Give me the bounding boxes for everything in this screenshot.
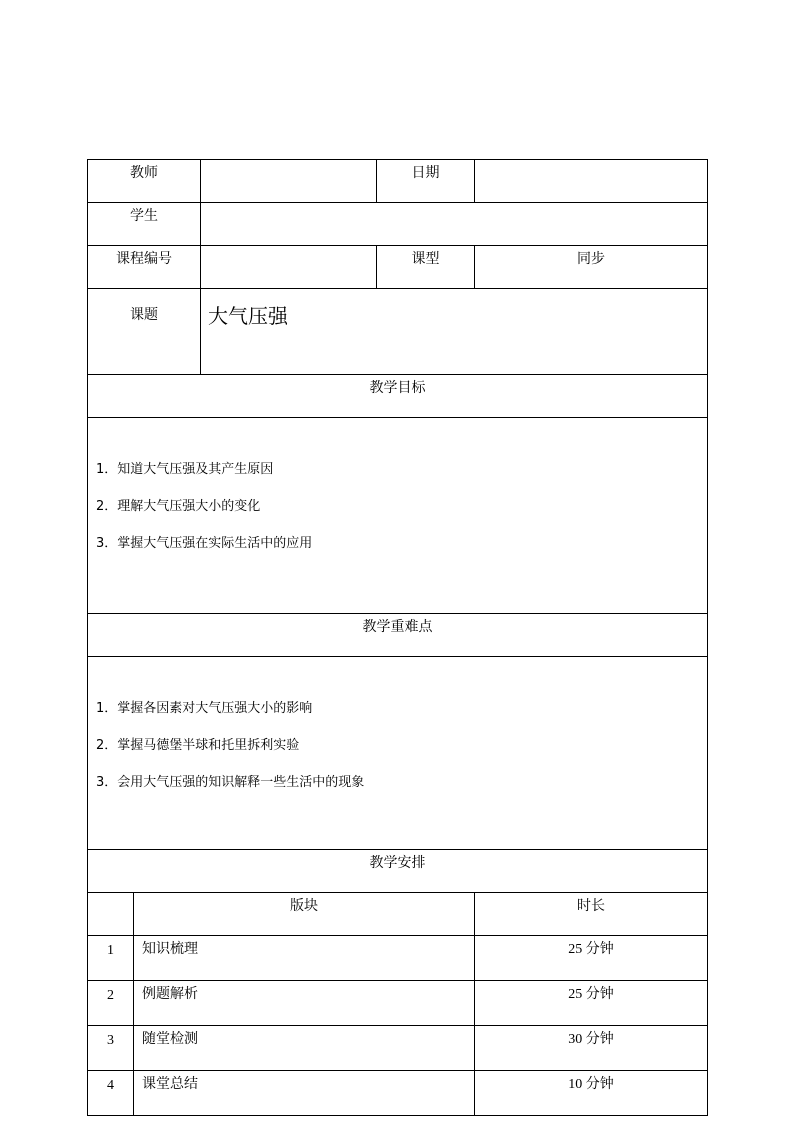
objective-item: 1．知道大气压强及其产生原因 xyxy=(96,462,274,477)
schedule-duration xyxy=(475,936,708,981)
teacher-value xyxy=(201,160,377,203)
schedule-module: 例题解析 xyxy=(134,981,475,1026)
objectives-body-row xyxy=(88,418,708,614)
course-no-label: 课程编号 xyxy=(88,246,201,289)
schedule-row xyxy=(88,1071,708,1116)
schedule-index: 4 xyxy=(88,1071,134,1116)
objectives-header-row xyxy=(88,375,708,418)
teacher-row xyxy=(88,160,708,203)
duration-unit: 分钟 xyxy=(585,941,614,957)
objective-item: 2．理解大气压强大小的变化 xyxy=(96,499,261,514)
date-value xyxy=(475,160,708,203)
schedule-duration-header: 时长 xyxy=(475,893,708,936)
duration-unit: 分钟 xyxy=(585,1031,614,1047)
objectives-list-cell xyxy=(88,418,708,614)
key-points-list-cell xyxy=(88,657,708,850)
key-points-header-row xyxy=(88,614,708,657)
schedule-title: 教学安排 xyxy=(88,850,708,893)
objectives-list xyxy=(96,418,707,574)
course-no-value xyxy=(201,246,377,289)
schedule-duration xyxy=(475,1026,708,1071)
objectives-title: 教学目标 xyxy=(88,375,708,418)
schedule-row xyxy=(88,1026,708,1071)
schedule-index: 1 xyxy=(88,936,134,981)
key-points-list xyxy=(96,657,707,813)
student-label: 学生 xyxy=(88,203,201,246)
schedule-duration xyxy=(475,981,708,1026)
key-points-title: 教学重难点 xyxy=(88,614,708,657)
duration-minutes: 10 xyxy=(568,1077,583,1092)
schedule-module-header: 版块 xyxy=(134,893,475,936)
key-points-body-row xyxy=(88,657,708,850)
class-type-value: 同步 xyxy=(475,246,708,289)
schedule-module: 课堂总结 xyxy=(134,1071,475,1116)
duration-minutes: 25 xyxy=(568,942,583,957)
student-row xyxy=(88,203,708,246)
list-spacer xyxy=(96,418,707,463)
schedule-row xyxy=(88,936,708,981)
lesson-plan-table xyxy=(87,159,708,1116)
topic-value: 大气压强 xyxy=(201,289,708,375)
topic-label: 课题 xyxy=(88,289,201,375)
key-point-item: 1．掌握各因素对大气压强大小的影响 xyxy=(96,701,313,716)
teacher-label: 教师 xyxy=(88,160,201,203)
duration-minutes: 30 xyxy=(568,1032,583,1047)
schedule-index: 3 xyxy=(88,1026,134,1071)
key-point-item: 3．会用大气压强的知识解释一些生活中的现象 xyxy=(96,775,365,790)
objective-item: 3．掌握大气压强在实际生活中的应用 xyxy=(96,536,313,551)
student-value xyxy=(201,203,708,246)
schedule-duration xyxy=(475,1071,708,1116)
duration-unit: 分钟 xyxy=(585,986,614,1002)
key-point-item: 2．掌握马德堡半球和托里拆利实验 xyxy=(96,738,300,753)
duration-minutes: 25 xyxy=(568,987,583,1002)
duration-unit: 分钟 xyxy=(585,1076,614,1092)
course-row xyxy=(88,246,708,289)
schedule-module: 随堂检测 xyxy=(134,1026,475,1071)
schedule-index: 2 xyxy=(88,981,134,1026)
schedule-row xyxy=(88,981,708,1026)
list-spacer xyxy=(96,657,707,702)
topic-row xyxy=(88,289,708,375)
class-type-label: 课型 xyxy=(377,246,475,289)
schedule-index-header xyxy=(88,893,134,936)
schedule-module: 知识梳理 xyxy=(134,936,475,981)
schedule-columns-row xyxy=(88,893,708,936)
schedule-header-row xyxy=(88,850,708,893)
date-label: 日期 xyxy=(377,160,475,203)
